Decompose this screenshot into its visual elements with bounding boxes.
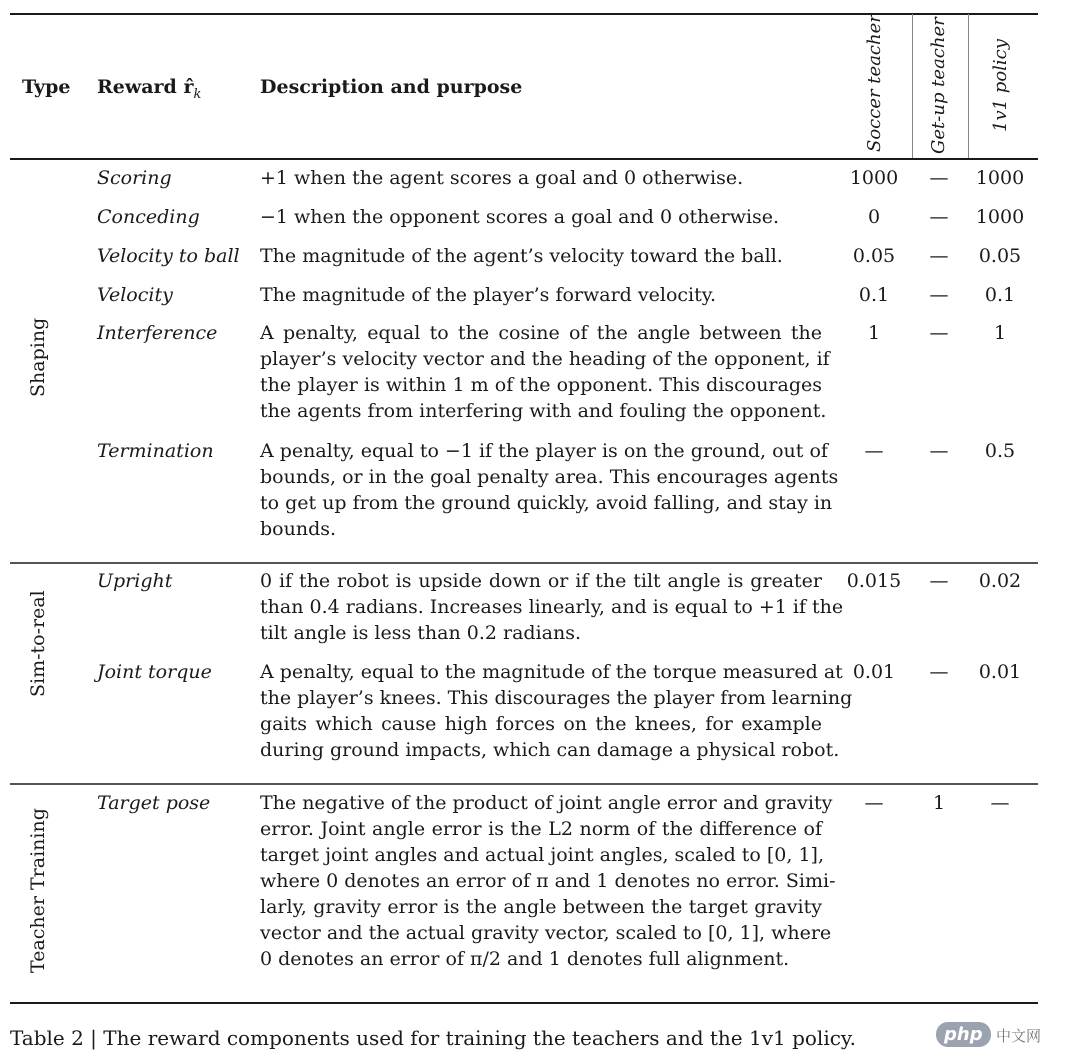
reward-description [260, 790, 836, 972]
getup-teacher-value: — [929, 167, 949, 189]
reward-name: Interference [97, 322, 218, 344]
soccer-teacher-value: — [864, 792, 884, 814]
reward-name: Joint torque [97, 661, 212, 683]
header-type: Type [22, 76, 71, 98]
soccer-teacher-value: 0 [867, 206, 881, 228]
header-soccer-teacher: Soccer teacher [864, 14, 885, 152]
reward-description [260, 659, 853, 763]
getup-teacher-value: — [929, 206, 949, 228]
getup-teacher-value: — [929, 322, 949, 344]
soccer-teacher-value: — [864, 440, 884, 462]
soccer-teacher-value: 1000 [849, 167, 899, 189]
description-line: the agents from interfering with and fouling the opponent. [260, 400, 827, 422]
description-line: gaits which cause high forces on the knees, for example [260, 713, 822, 735]
watermark-text: 中文网 [996, 1027, 1042, 1045]
reward-name: Velocity to ball [97, 245, 240, 267]
group-label-teacher-training: Teacher Training [27, 808, 49, 973]
group-label-shaping: Shaping [27, 317, 49, 397]
policy-value: 0.01 [978, 661, 1022, 683]
getup-teacher-value: 1 [932, 792, 946, 814]
header-rule [10, 158, 1038, 160]
soccer-teacher-value: 0.015 [846, 570, 902, 592]
reward-description [260, 438, 839, 542]
policy-value: 1000 [975, 206, 1025, 228]
reward-description [260, 204, 822, 230]
getup-teacher-value: — [929, 661, 949, 683]
group-label-sim-to-real: Sim-to-real [27, 590, 49, 697]
policy-value: — [990, 792, 1010, 814]
getup-teacher-value: — [929, 570, 949, 592]
description-line: A penalty, equal to the cosine of the angle between the [260, 322, 822, 344]
description-line: 0 if the robot is upside down or if the tilt angle is greater [260, 570, 822, 592]
description-line: A penalty, equal to −1 if the player is on the ground, out of [260, 440, 828, 462]
policy-value: 1000 [975, 167, 1025, 189]
description-line: The negative of the product of joint angle error and gravity [260, 792, 833, 814]
reward-description [260, 282, 822, 308]
description-line: bounds, or in the goal penalty area. This encourages agents [260, 466, 839, 488]
header-1v1-policy: 1v1 policy [990, 39, 1011, 132]
description-line: The magnitude of the player’s forward velocity. [260, 284, 716, 306]
policy-value: 0.05 [978, 245, 1022, 267]
description-line: target joint angles and actual joint angles, scaled to [0, 1], [260, 844, 825, 866]
header-reward-subscript: k [193, 86, 202, 102]
reward-description [260, 320, 830, 424]
reward-name: Scoring [97, 167, 172, 189]
description-line: player’s velocity vector and the heading of the opponent, if [260, 348, 830, 370]
getup-teacher-value: — [929, 245, 949, 267]
watermark-logo: php [936, 1022, 991, 1047]
table-caption: Table 2 | The reward components used for training the teachers and the 1v1 policy. [10, 1026, 856, 1050]
header-getup-teacher: Get-up teacher [928, 17, 949, 154]
description-line: the player’s knees. This discourages the player from learning [260, 687, 853, 709]
description-line: error. Joint angle error is the L2 norm of the difference of [260, 818, 822, 840]
reward-name: Velocity [97, 284, 173, 306]
description-line: The magnitude of the agent’s velocity toward the ball. [260, 245, 783, 267]
soccer-teacher-value: 1 [867, 322, 881, 344]
soccer-teacher-value: 0.05 [852, 245, 896, 267]
group-rule-2 [10, 783, 1038, 785]
reward-description [260, 243, 822, 269]
description-line: the player is within 1 m of the opponent. This discourages [260, 374, 822, 396]
reward-name: Upright [97, 570, 173, 592]
header-reward-label: Reward r̂ [97, 76, 194, 98]
reward-name: Target pose [97, 792, 211, 814]
description-line: vector and the actual gravity vector, scaled to [0, 1], where [260, 922, 832, 944]
header-col-separator [968, 14, 969, 158]
soccer-teacher-value: 0.01 [852, 661, 896, 683]
description-line: −1 when the opponent scores a goal and 0 otherwise. [260, 206, 780, 228]
policy-value: 0.1 [984, 284, 1016, 306]
reward-description [260, 165, 822, 191]
group-rule-1 [10, 562, 1038, 564]
policy-value: 1 [993, 322, 1007, 344]
policy-value: 0.5 [984, 440, 1016, 462]
description-line: to get up from the ground quickly, avoid falling, and stay in [260, 492, 833, 514]
watermark [936, 1018, 1056, 1052]
header-col-separator [912, 14, 913, 158]
description-line: tilt angle is less than 0.2 radians. [260, 622, 582, 644]
description-line: bounds. [260, 518, 337, 540]
description-line: during ground impacts, which can damage a physical robot. [260, 739, 840, 761]
description-line: +1 when the agent scores a goal and 0 otherwise. [260, 167, 744, 189]
description-line: where 0 denotes an error of π and 1 denotes no error. Simi- [260, 870, 836, 892]
description-line: larly, gravity error is the angle between the target gravity [260, 896, 822, 918]
header-description: Description and purpose [260, 76, 523, 98]
getup-teacher-value: — [929, 284, 949, 306]
reward-name: Conceding [97, 206, 200, 228]
description-line: A penalty, equal to the magnitude of the torque measured at [260, 661, 843, 683]
soccer-teacher-value: 0.1 [858, 284, 890, 306]
header-reward [97, 76, 201, 102]
bottom-rule [10, 1002, 1038, 1004]
description-line: than 0.4 radians. Increases linearly, and is equal to +1 if the [260, 596, 844, 618]
reward-name: Termination [97, 440, 214, 462]
getup-teacher-value: — [929, 440, 949, 462]
policy-value: 0.02 [978, 570, 1022, 592]
description-line: 0 denotes an error of π/2 and 1 denotes full alignment. [260, 948, 790, 970]
reward-description [260, 568, 844, 646]
